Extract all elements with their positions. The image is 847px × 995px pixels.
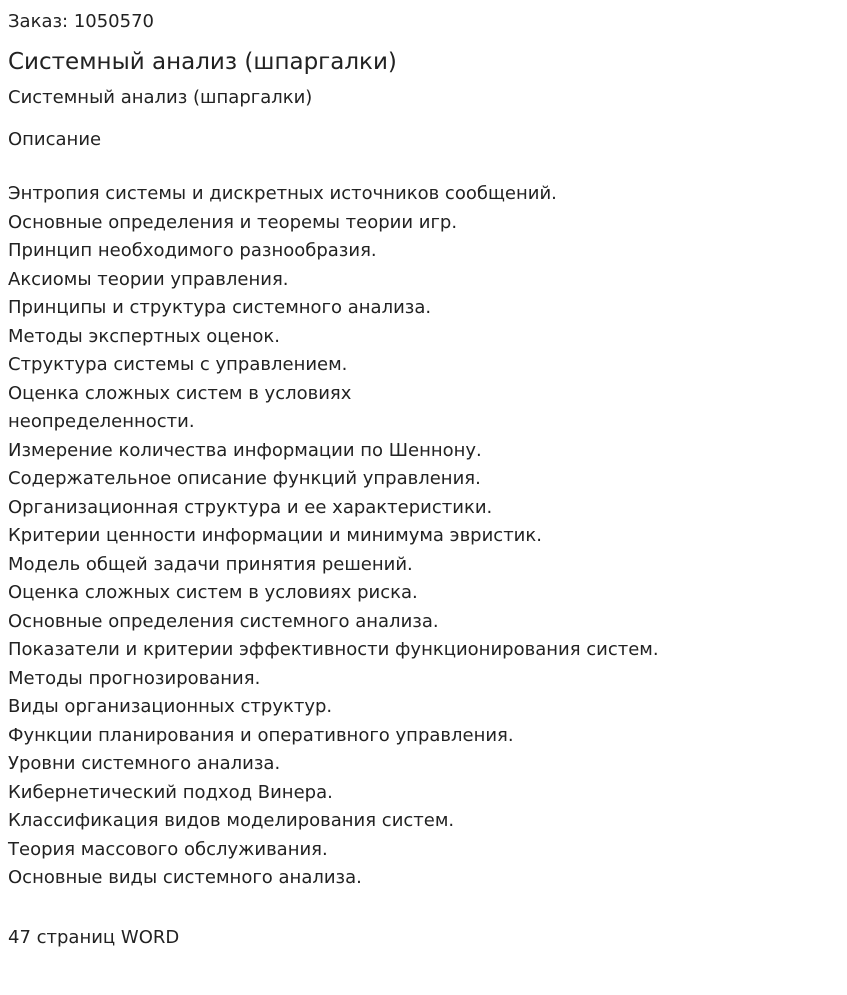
list-item: Классификация видов моделирования систем. [8,810,455,831]
list-item: Принципы и структура системного анализа. [8,297,432,318]
list-item: Организационная структура и ее характеристики. [8,496,493,518]
page-title: Системный анализ (шпаргалки) [8,49,397,75]
list-item: Показатели и критерии эффективности функционирования систем. [8,639,659,660]
list-item: Оценка сложных систем в условиях неопределенности. [8,382,352,432]
list-item: Измерение количества информации по Шеннону. [8,439,482,461]
list-item: Уровни системного анализа. [8,753,281,774]
list-item: Критерии ценности информации и минимума эвристик. [8,525,542,546]
page-count: 47 страниц WORD [8,926,180,948]
list-item: Виды организационных структур. [8,696,333,717]
page-subtitle: Системный анализ (шпаргалки) [8,87,313,108]
list-item: Основные виды системного анализа. [8,867,362,888]
list-item: Методы прогнозирования. [8,667,261,689]
list-item: Кибернетический подход Винера. [8,781,333,803]
list-item: Структура системы с управлением. [8,354,348,375]
list-item: Содержательное описание функций управления. [8,468,481,489]
list-item: Функции планирования и оперативного управления. [8,724,514,746]
list-item: Принцип необходимого разнообразия. [8,240,377,261]
topic-list [8,180,728,893]
list-item: Методы экспертных оценок. [8,325,280,347]
list-item: Аксиомы теории управления. [8,268,289,290]
list-item: Модель общей задачи принятия решений. [8,553,413,575]
order-number: Заказ: 1050570 [8,11,154,32]
description-heading: Описание [8,129,102,150]
list-item: Основные определения системного анализа. [8,610,439,632]
list-item: Теория массового обслуживания. [8,838,328,860]
list-item: Основные определения и теоремы теории игр. [8,211,458,233]
list-item: Энтропия системы и дискретных источников сообщений. [8,183,557,204]
list-item: Оценка сложных систем в условиях риска. [8,582,418,603]
